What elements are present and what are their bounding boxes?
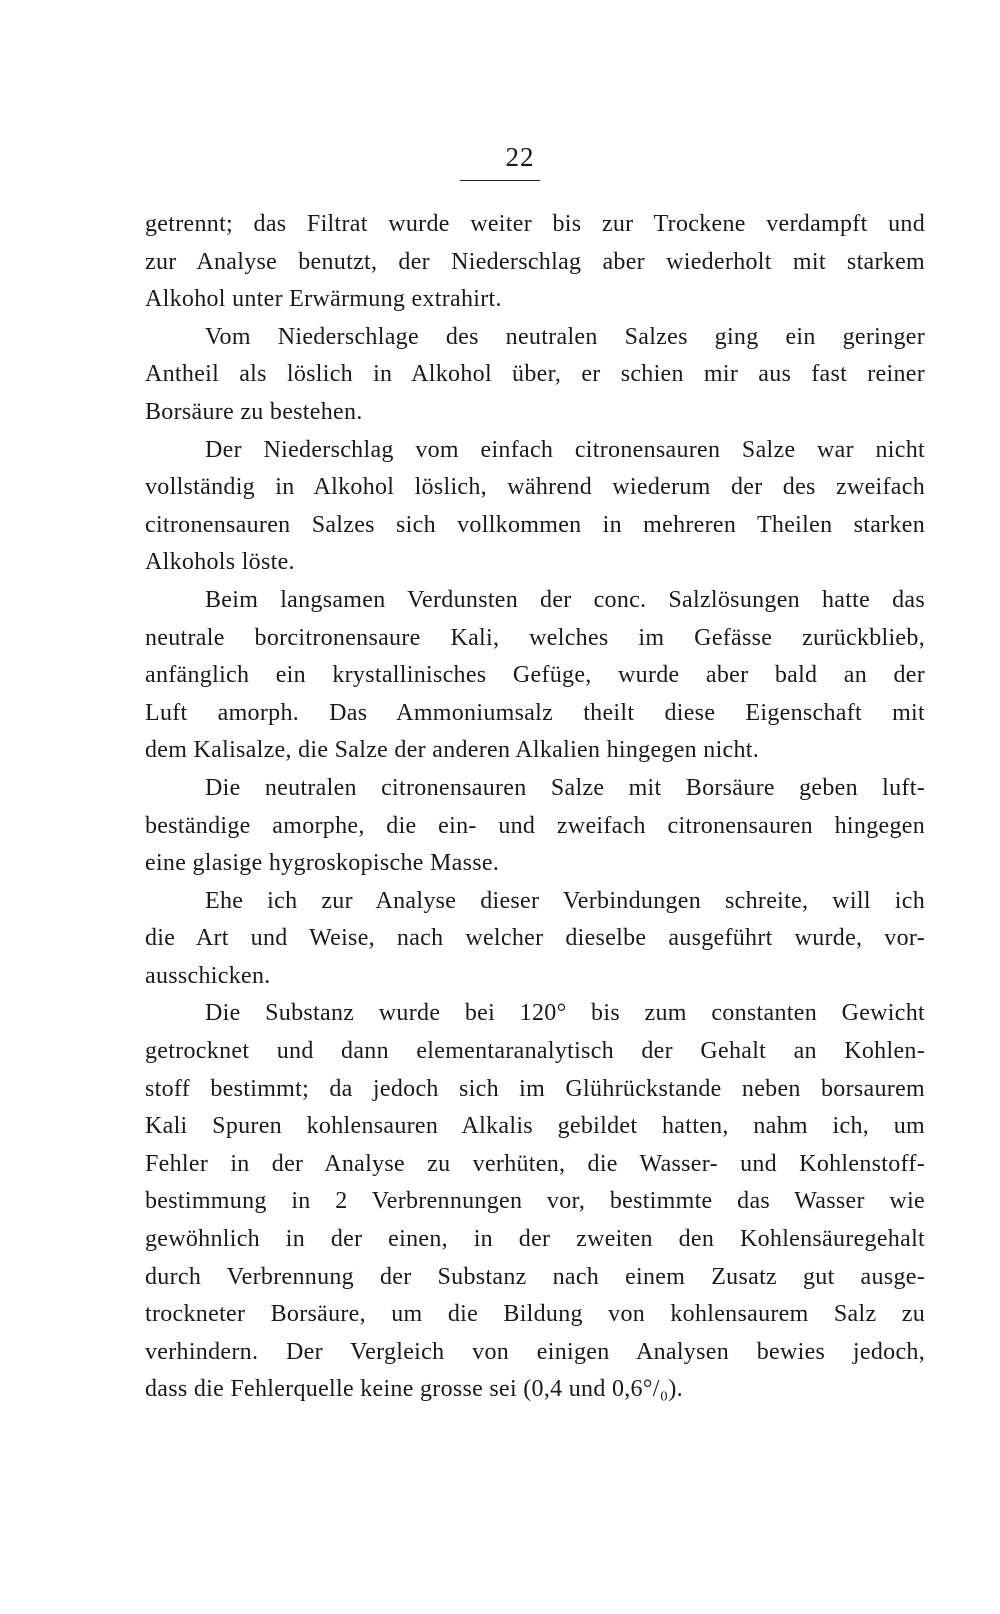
text-line: gewöhnlich in der einen, in der zweiten den Kohlensäuregehalt [145,1226,925,1253]
text-line: anfänglich ein krystallinisches Gefüge, wurde aber bald an der [145,662,925,689]
text-line: vollständig in Alkohol löslich, während wiederum der des zweifach [145,474,925,501]
text-line: Kali Spuren kohlensauren Alkalis gebildet hatten, nahm ich, um [145,1113,925,1140]
paragraph [145,883,925,996]
text-line: Die neutralen citronensauren Salze mit Borsäure geben luft- [205,774,925,801]
text-line: stoff bestimmt; da jedoch sich im Glührückstande neben borsaurem [145,1075,925,1102]
text-line: citronensauren Salzes sich vollkommen in mehreren Theilen starken [145,511,925,538]
text-line: Alkohols löste. [145,549,295,576]
page-number: 22 [505,142,535,172]
text-line: dem Kalisalze, die Salze der anderen Alkalien hingegen nicht. [145,737,760,764]
text-line: Luft amorph. Das Ammoniumsalz theilt diese Eigenschaft mit [145,699,925,726]
text-line: dass die Fehlerquelle keine grosse sei (0,4 und 0,6°/₀). [145,1376,683,1403]
text-line: Borsäure zu bestehen. [145,398,363,425]
text-line: verhindern. Der Vergleich von einigen Analysen bewies jedoch, [145,1338,925,1365]
text-line: Fehler in der Analyse zu verhüten, die Wasser- und Kohlenstoff- [145,1150,925,1177]
page-number-rule [460,180,540,181]
text-line: getrocknet und dann elementaranalytisch der Gehalt an Kohlen- [145,1038,925,1065]
text-line: ausschicken. [145,962,271,989]
paragraph [145,432,925,582]
text-line: die Art und Weise, nach welcher dieselbe ausgeführt wurde, vor- [145,925,925,952]
body-text [145,206,925,1409]
text-line: Die Substanz wurde bei 120° bis zum constanten Gewicht [205,1000,925,1027]
paragraph [145,206,925,319]
text-line: zur Analyse benutzt, der Niederschlag aber wiederholt mit starkem [145,248,925,275]
text-line: Vom Niederschlage des neutralen Salzes ging ein geringer [205,323,925,350]
text-line: eine glasige hygroskopische Masse. [145,850,500,877]
paragraph [145,319,925,432]
text-line: Alkohol unter Erwärmung extrahirt. [145,286,502,313]
paragraph [145,995,925,1409]
text-line: beständige amorphe, die ein- und zweifach citronensauren hingegen [145,812,925,839]
text-line: Ehe ich zur Analyse dieser Verbindungen schreite, will ich [205,887,925,914]
text-line: trockneter Borsäure, um die Bildung von kohlensaurem Salz zu [145,1301,925,1328]
text-line: Der Niederschlag vom einfach citronensauren Salze war nicht [205,436,925,463]
paragraph [145,582,925,770]
text-line: Antheil als löslich in Alkohol über, er schien mir aus fast reiner [145,361,925,388]
text-line: neutrale borcitronensaure Kali, welches im Gefässe zurückblieb, [145,624,925,651]
text-line: Beim langsamen Verdunsten der conc. Salzlösungen hatte das [205,586,925,613]
text-line: bestimmung in 2 Verbrennungen vor, bestimmte das Wasser wie [145,1188,925,1215]
text-line: getrennt; das Filtrat wurde weiter bis zur Trockene verdampft und [145,211,925,237]
paragraph [145,770,925,883]
text-line: durch Verbrennung der Substanz nach einem Zusatz gut ausge- [145,1263,925,1290]
